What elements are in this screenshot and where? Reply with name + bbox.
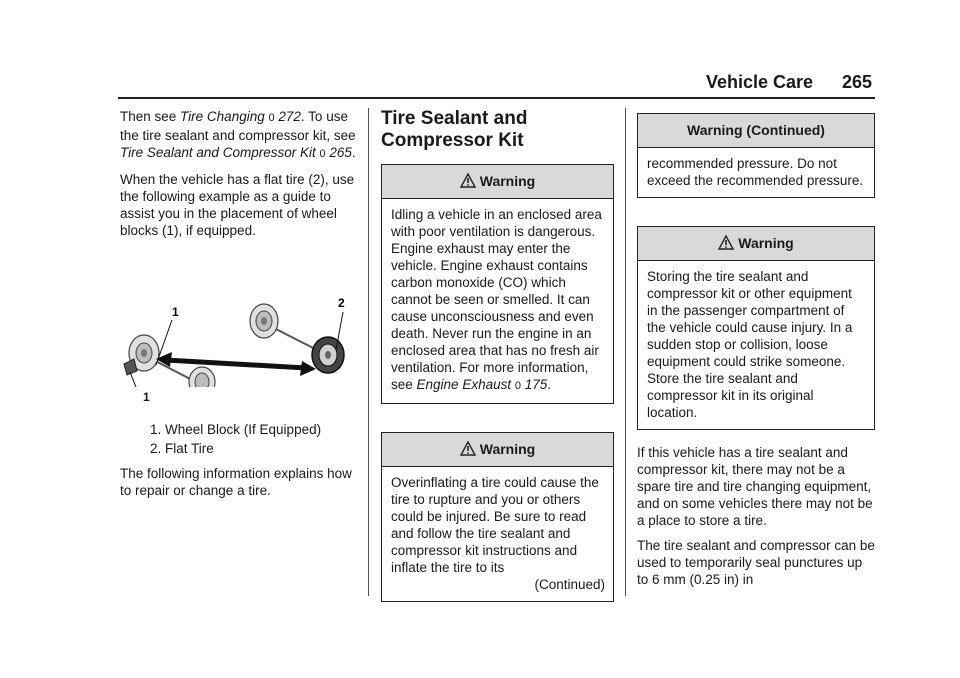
warning-triangle-icon bbox=[460, 173, 476, 188]
flat-tire-paragraph: When the vehicle has a flat tire (2), use the following example as a guide to assist you in the placement of wheel blocks (1), if equipped. bbox=[120, 172, 355, 238]
warning-triangle-icon bbox=[718, 235, 734, 250]
tire-sealant-link[interactable]: Tire Sealant and Compressor Kit bbox=[120, 145, 316, 160]
cross-reference-icon: 0 bbox=[268, 112, 275, 124]
column-1 bbox=[120, 108, 356, 507]
legend-item: 1. Wheel Block (If Equipped) bbox=[150, 422, 322, 437]
warning-triangle-icon bbox=[460, 441, 476, 456]
warning-heading: Warning bbox=[382, 433, 613, 467]
warning-text: Idling a vehicle in an enclosed area with poor ventilation is dangerous. Engine exhaust may enter the vehicle. Engine exhaust contains carbon monoxide (CO) which cannot be seen or smelled. It can cause unconsciousness and even death. Never run the engine in an enclosed area that has no fresh air ventilation. For more information, see Engine Exhaust 0 175. bbox=[391, 207, 602, 392]
warning-text: Storing the tire sealant and compressor kit or other equipment in the passenger compartment of the vehicle could cause injury. In a sudden stop or collision, loose equipment could strike someone. Store the tire sealant and compressor kit in its original location. bbox=[647, 269, 853, 420]
header-rule bbox=[118, 97, 875, 99]
wheel-block-illustration bbox=[116, 267, 356, 387]
warning-text: recommended pressure. Do not exceed the recommended pressure. bbox=[647, 156, 864, 188]
spare-tire-paragraph: If this vehicle has a tire sealant and compressor kit, there may not be a spare tire and tire changing equipment, and on some vehicles there may not be a place to store a tire. bbox=[637, 445, 873, 528]
engine-exhaust-link[interactable]: Engine Exhaust bbox=[416, 377, 512, 392]
warning-box-continued bbox=[637, 113, 875, 198]
page-number: 265 bbox=[842, 72, 873, 92]
column-divider-2 bbox=[625, 108, 626, 596]
warning-box-overinflating bbox=[381, 432, 614, 602]
warning-heading: Warning bbox=[382, 165, 613, 199]
column-divider-1 bbox=[368, 108, 369, 596]
warning-text: Overinflating a tire could cause the tire to rupture and you or others could be injured. Be sure to read and follow the tire sealant and compressor kit instructions and inflate the tire to its (Continued) bbox=[391, 475, 605, 592]
warning-heading: Warning bbox=[638, 227, 874, 261]
label-wheel-block: 1 bbox=[172, 305, 179, 319]
column-3 bbox=[637, 108, 875, 596]
legend-item: 2. Flat Tire bbox=[150, 441, 214, 456]
continued-label: (Continued) bbox=[534, 577, 605, 592]
column-2 bbox=[381, 108, 614, 602]
cross-reference-icon: 0 bbox=[514, 380, 521, 392]
label-wheel-block-lower: 1 bbox=[143, 390, 150, 404]
figure-legend bbox=[150, 421, 356, 457]
sealant-usage-paragraph: The tire sealant and compressor can be used to temporarily seal punctures up to 6 mm (0.25 in) in bbox=[637, 538, 875, 587]
warning-box-exhaust bbox=[381, 164, 614, 404]
section-title: Tire Sealant and Compressor Kit bbox=[381, 108, 528, 151]
warning-box-storage bbox=[637, 226, 875, 430]
intro-paragraph: Then see Tire Changing 0 272. To use the tire sealant and compressor kit, see Tire Sealant and Compressor Kit 0 265. bbox=[120, 109, 356, 160]
warning-heading: Warning (Continued) bbox=[638, 114, 874, 148]
running-header-section: Vehicle Care bbox=[706, 72, 814, 92]
cross-reference-icon: 0 bbox=[319, 148, 326, 160]
label-flat-tire: 2 bbox=[338, 296, 345, 310]
tire-changing-link[interactable]: Tire Changing bbox=[180, 109, 265, 124]
repair-paragraph: The following information explains how to repair or change a tire. bbox=[120, 466, 352, 498]
